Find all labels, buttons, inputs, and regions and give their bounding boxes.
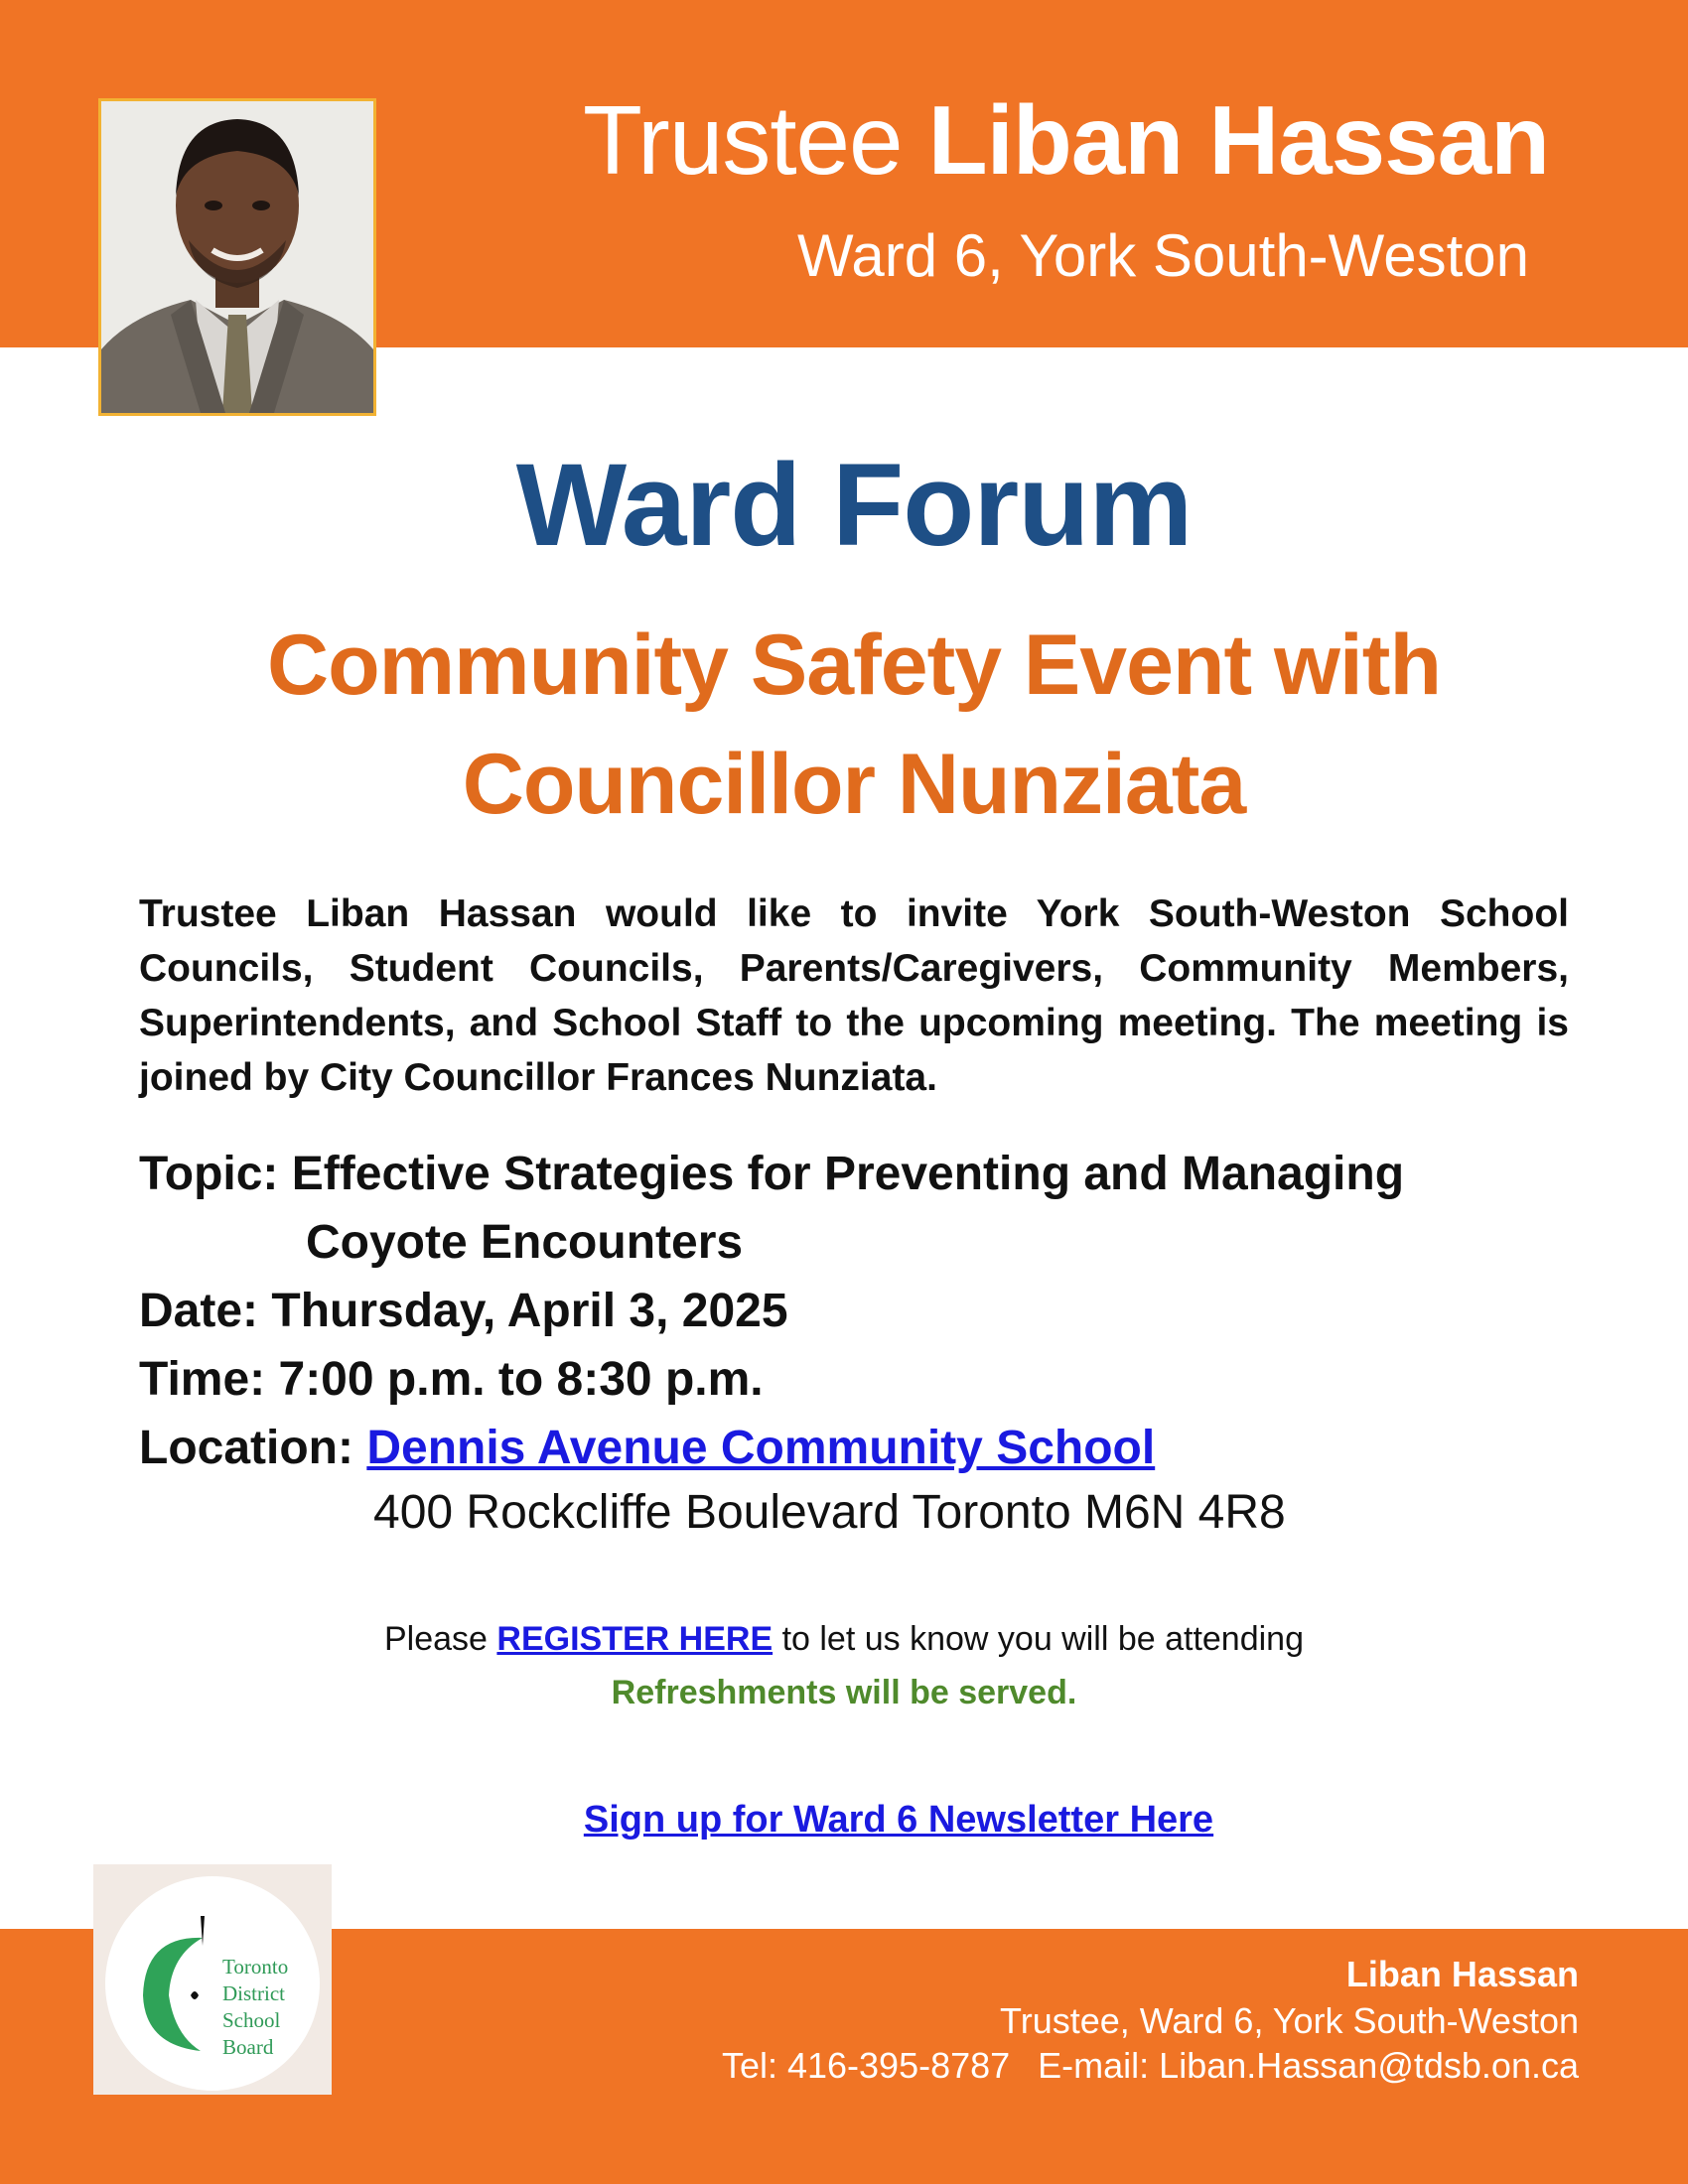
- date-value: Thursday, April 3, 2025: [271, 1285, 788, 1337]
- refreshments-note: Refreshments will be served.: [611, 1674, 1077, 1711]
- header-title-prefix: Trustee: [582, 85, 903, 195]
- logo-line4: Board: [222, 2035, 274, 2059]
- tdsb-logo: [93, 1864, 332, 2095]
- time-value: 7:00 p.m. to 8:30 p.m.: [278, 1353, 764, 1406]
- logo-circle: [105, 1876, 320, 2091]
- topic-row: [139, 1140, 1589, 1208]
- location-row: [139, 1414, 1589, 1482]
- register-link[interactable]: REGISTER HERE: [496, 1620, 774, 1658]
- header-title: [582, 85, 1549, 195]
- event-title-line1: Community Safety Event with: [267, 617, 1441, 713]
- date-row: [139, 1277, 1589, 1345]
- register-prefix: Please: [383, 1620, 488, 1658]
- footer-contact: [722, 2045, 1579, 2087]
- forum-title: [139, 440, 1569, 571]
- topic-label: Topic:: [139, 1148, 279, 1200]
- date-label: Date:: [139, 1285, 259, 1337]
- topic-line2: Coyote Encounters: [306, 1216, 744, 1269]
- footer-email[interactable]: E-mail: Liban.Hassan@tdsb.on.ca: [1038, 2045, 1579, 2086]
- event-details: [139, 1140, 1589, 1482]
- header-title-name: Liban Hassan: [927, 85, 1549, 195]
- event-title: [139, 606, 1569, 844]
- register-line: [0, 1620, 1688, 1659]
- intro-paragraph: Trustee Liban Hassan would like to invite York South-Weston School Councils, Student Councils, Parents/Caregivers, Community Members, Superintendents, and School Staff to the upcoming meeting. The meeting is joined by City Councillor Frances Nunziata.: [139, 892, 1569, 1099]
- footer-tel: Tel: 416-395-8787: [721, 2045, 1011, 2086]
- logo-line2: District: [222, 1981, 285, 2005]
- portrait-illustration: [101, 101, 373, 413]
- location-address: 400 Rockcliffe Boulevard Toronto M6N 4R8: [373, 1486, 1286, 1539]
- header-subtitle: Ward 6, York South-Weston: [796, 222, 1529, 289]
- forum-title-text: Ward Forum: [515, 440, 1193, 571]
- register-suffix: to let us know you will be attending: [781, 1620, 1305, 1658]
- time-row: [139, 1345, 1589, 1414]
- newsletter-link[interactable]: Sign up for Ward 6 Newsletter Here: [583, 1799, 1214, 1841]
- logo-line1: Toronto: [222, 1955, 289, 1979]
- time-label: Time:: [139, 1353, 266, 1406]
- trustee-portrait: [98, 98, 376, 416]
- location-label: Location:: [139, 1422, 353, 1474]
- footer-role: Trustee, Ward 6, York South-Weston: [1000, 2000, 1579, 2041]
- newsletter-link-wrap: [0, 1799, 1688, 1842]
- event-title-line2: Councillor Nunziata: [462, 737, 1246, 832]
- logo-line3: School: [222, 2008, 281, 2032]
- location-link[interactable]: Dennis Avenue Community School: [366, 1422, 1156, 1474]
- topic-line1: Effective Strategies for Preventing and Managing: [291, 1148, 1405, 1200]
- topic-row-2: [139, 1208, 1589, 1277]
- logo-text: [222, 1954, 288, 2061]
- footer-name: Liban Hassan: [1345, 1954, 1579, 1994]
